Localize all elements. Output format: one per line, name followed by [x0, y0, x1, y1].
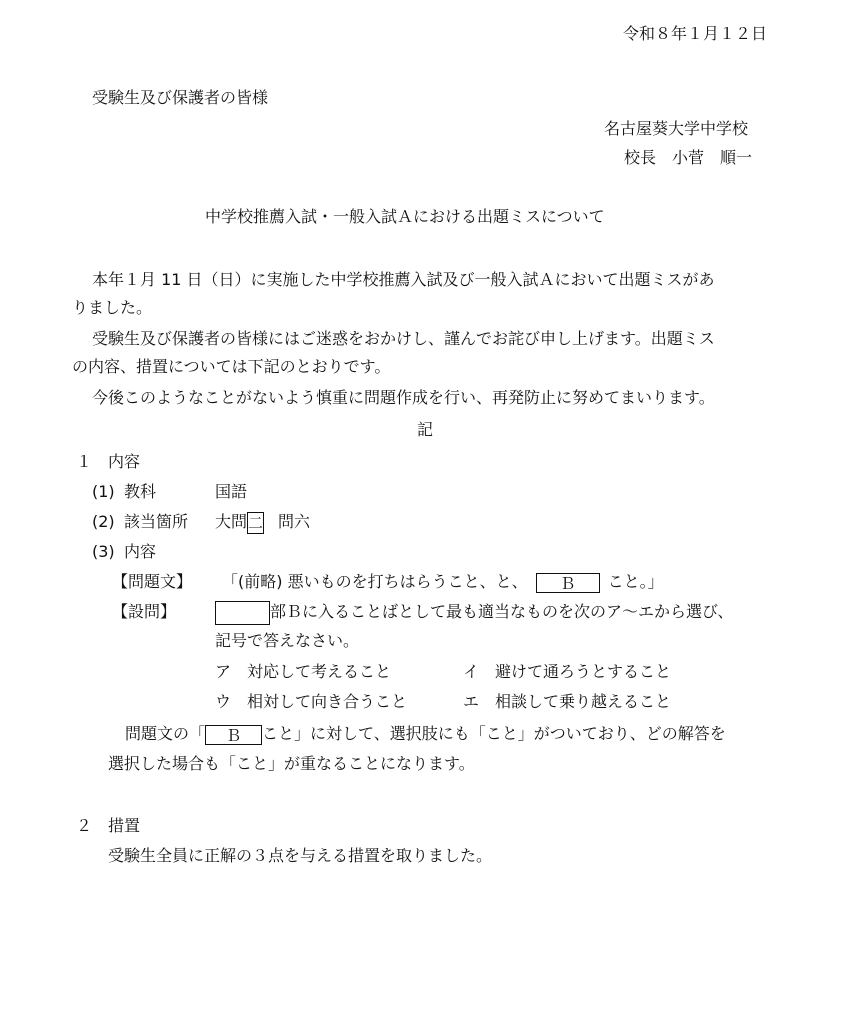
section-2-body: 受験生全員に正解の３点を与える措置を取りました。	[108, 846, 493, 865]
content-label: 内容	[124, 542, 157, 561]
explanation-after: こと」に対して、選択肢にも「こと」がついており、どの解答を	[262, 724, 726, 743]
paragraph-2-line-2: の内容、措置については下記のとおりです。	[72, 357, 391, 376]
school-name: 名古屋葵大学中学校	[604, 119, 749, 138]
question-blank-box	[215, 601, 270, 625]
subject-number: (1)	[92, 482, 115, 501]
choice-u: ウ 相対して向き合うこと	[215, 692, 408, 711]
paragraph-2-line-1: 受験生及び保護者の皆様にはご迷惑をおかけし、謹んでお詫び申し上げます。出題ミス	[92, 329, 715, 348]
problem-text-after: こと。」	[607, 572, 664, 591]
location-boxed-number: 二	[248, 513, 264, 532]
document-title: 中学校推薦入試・一般入試Ａにおける出題ミスについて	[205, 207, 605, 226]
location-value	[215, 510, 310, 534]
recipient-line: 受験生及び保護者の皆様	[92, 88, 269, 107]
location-prefix: 大問	[215, 512, 248, 531]
principal-name: 校長 小菅 順一	[624, 148, 753, 167]
explanation-before: 問題文の「	[125, 724, 206, 743]
location-number: (2)	[92, 512, 115, 531]
issue-date: 令和８年１月１２日	[623, 24, 768, 43]
problem-blank-b: Ｂ	[536, 573, 600, 593]
location-label: 該当箇所	[124, 512, 189, 531]
question-line-1-text: 部Ｂに入ることばとして最も適当なものを次のア～エから選び、	[270, 602, 734, 621]
location-suffix: 問六	[278, 512, 311, 531]
choice-a: ア 対応して考えること	[215, 662, 392, 681]
paragraph-1-line-1: 本年１月 11 日（日）に実施した中学校推薦入試及び一般入試Ａにおいて出題ミスがあ	[92, 270, 715, 289]
choice-i: イ 避けて通ろうとすること	[463, 662, 672, 681]
section-1-heading: １ 内容	[76, 452, 141, 471]
problem-text	[222, 570, 664, 594]
question-label: 【設問】	[112, 602, 177, 621]
ki-heading: 記	[417, 420, 434, 439]
subject-label: 教科	[124, 482, 157, 501]
question-line-1	[215, 600, 733, 625]
explanation-line-1	[125, 722, 726, 746]
explanation-line-2: 選択した場合も「こと」が重なることになります。	[108, 754, 475, 773]
section-2-heading: ２ 措置	[76, 816, 141, 835]
problem-label: 【問題文】	[112, 572, 193, 591]
paragraph-1-line-2: りました。	[72, 298, 153, 317]
problem-text-before: 「(前略) 悪いものを打ちはらうこと、と、	[222, 572, 528, 591]
question-line-2: 記号で答えなさい。	[215, 631, 360, 650]
choice-e: エ 相談して乗り越えること	[463, 692, 672, 711]
content-number: (3)	[92, 542, 115, 561]
paragraph-3-line-1: 今後このようなことがないよう慎重に問題作成を行い、再発防止に努めてまいります。	[92, 388, 715, 407]
subject-value: 国語	[215, 482, 248, 501]
explanation-blank-b: Ｂ	[205, 725, 262, 745]
